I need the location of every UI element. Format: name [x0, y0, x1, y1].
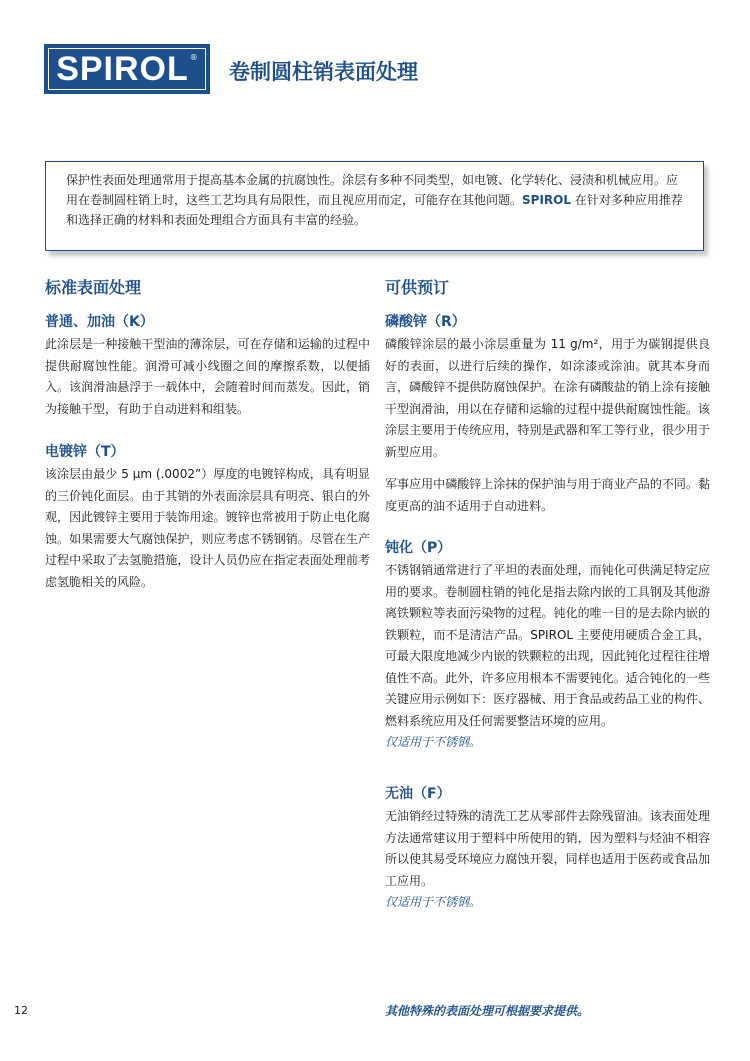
intro-text-before: 保护性表面处理通常用于提高基本金属的抗腐蚀性。涂层有多种不同类型，如电镀、化学转化、浸渍和机械应用。应用在卷制圆柱销上时，这些工艺均具有局限性，而且视应用而定，可能存在其他问题。 [66, 173, 679, 207]
registered-mark: ® [189, 53, 198, 62]
finish-heading: 无油（F） [385, 786, 451, 802]
page-number: 12 [14, 1004, 28, 1017]
finish-zinc-phosphate [385, 312, 710, 517]
finish-passivation [385, 538, 710, 754]
finish-description-military: 军事应用中磷酸锌上涂抹的保护油与用于商业产品的不同。黏度更高的油不适用于自动进料。 [385, 477, 710, 513]
stainless-only-note: 仅适用于不锈钢。 [385, 895, 482, 909]
finish-oil-free [385, 784, 710, 914]
finish-description: 磷酸锌涂层的最小涂层重量为 11 g/m²，用于为碳钢提供良好的表面，以进行后续的操作，如涂漆或涂油。就其本身而言，磷酸锌不提供防腐蚀保护。在涂有磷酸盐的销上涂有接触干型润滑油，用以在存储和运输的过程中提供耐腐蚀性能。该涂层主要用于传统应用，特别是武器和军工等行业，很少用于新型应用。 [385, 337, 710, 459]
intro-brand: SPIROL [522, 193, 572, 207]
intro-box [45, 161, 704, 251]
page-title: 卷制圆柱销表面处理 [229, 60, 418, 84]
section-title-available: 可供预订 [385, 278, 450, 297]
intro-text-after: 在针对多种应用推荐和选择正确的材料和表面处理组合方面具有丰富的经验。 [66, 193, 683, 227]
finish-description: 无油销经过特殊的清洗工艺从零部件去除残留油。该表面处理方法通常建议用于塑料中所使用的销，因为塑料与烃油不相容所以使其易受环境应力腐蚀开裂，同样也适用于医药或食品加工应用。 [385, 809, 710, 888]
finish-heading: 电镀锌（T） [45, 444, 125, 460]
footer-note: 其他特殊的表面处理可根据要求提供。 [385, 1004, 590, 1018]
stainless-only-note: 仅适用于不锈钢。 [385, 735, 482, 749]
section-title-standard: 标准表面处理 [45, 278, 142, 297]
finish-zinc-plated [45, 442, 370, 593]
finish-heading: 钝化（P） [385, 540, 452, 556]
finish-plain-oiled [45, 312, 370, 420]
spirol-logo [44, 44, 210, 94]
logo-text: SPIROL [56, 50, 189, 88]
finish-description: 此涂层是一种接触干型油的薄涂层，可在存储和运输的过程中提供耐腐蚀性能。润滑可减小线圈之间的摩擦系数，以便插入。该润滑油悬浮于一载体中，会随着时间而蒸发。因此，销为接触干型，有助于自动进料和组装。 [45, 337, 370, 416]
finish-description: 不锈钢销通常进行了平坦的表面处理，而钝化可供满足特定应用的要求。卷制圆柱销的钝化是指去除内嵌的工具钢及其他游离铁颗粒等表面污染物的过程。钝化的唯一目的是去除内嵌的铁颗粒，而不是清洁产品。SPIROL 主要使用硬质合金工具，可最大限度地减少内嵌的铁颗粒的出现，因此钝化过程往往增值性不高。此外，许多应用根本不需要钝化。适合钝化的一些关键应用示例如下：医疗器械、用于食品或药品工业的构件、燃料系统应用及任何需要整洁环境的应用。 [385, 563, 710, 728]
finish-heading: 磷酸锌（R） [385, 314, 466, 330]
finish-heading: 普通、加油（K） [45, 314, 154, 330]
finish-description: 该涂层由最少 5 μm (.0002”）厚度的电镀锌构成，具有明显的三价钝化面层。由于其销的外表面涂层具有明亮、银白的外观，因此镀锌主要用于装饰用途。镀锌也常被用于防止电化腐蚀。如果需要大气腐蚀保护，则应考虑不锈钢销。尽管在生产过程中采取了去氢脆措施，设计人员仍应在指定表面处理前考虑氢脆相关的风险。 [45, 467, 370, 589]
logo-frame [48, 48, 206, 90]
